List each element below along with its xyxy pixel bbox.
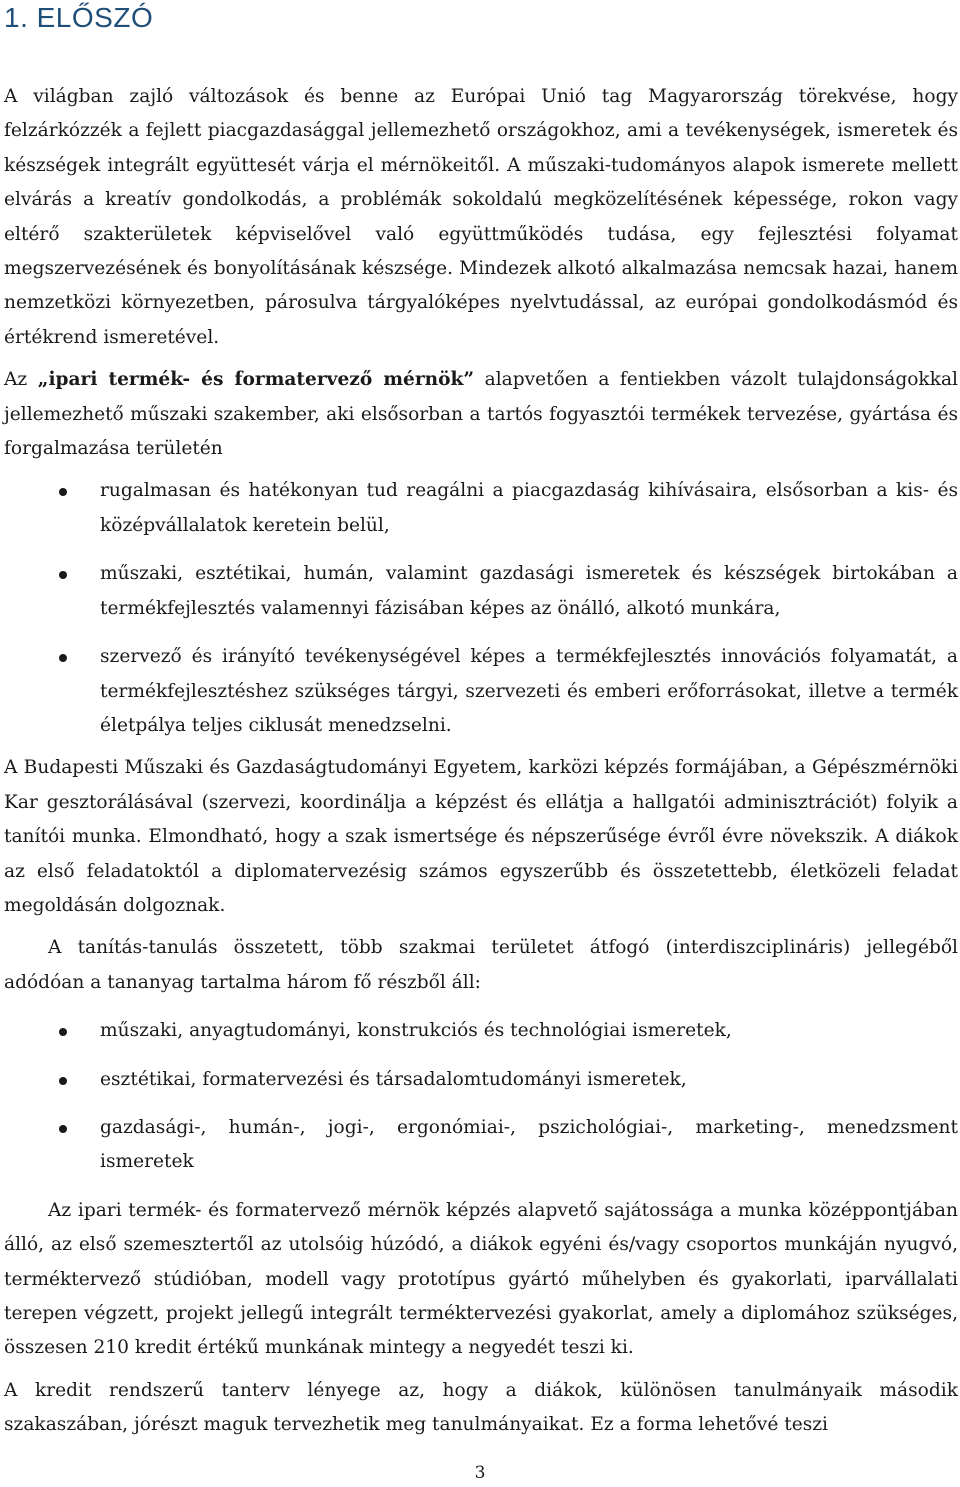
list-item	[4, 557, 958, 626]
bullet-icon	[59, 488, 67, 496]
list-item-text: műszaki, esztétikai, humán, valamint gazdasági ismeretek és készségek birtokában a termékfejlesztés valamennyi fázisában képes az önálló, alkotó munkára,	[100, 563, 958, 619]
engineer-title-highlight: „ipari termék- és formatervező mérnök”	[37, 369, 475, 391]
definition-prefix: Az	[4, 369, 38, 391]
curriculum-parts-list	[4, 1014, 958, 1180]
list-item-text: szervező és irányító tevékenységével képes a termékfejlesztés innovációs folyamatát, a termékfejlesztéshez szükséges tárgyi, szervezeti és emberi erőforrásokat, illetve a termék életpálya teljes ciklusát menedzselni.	[100, 646, 958, 736]
list-item-text: gazdasági-, humán-, jogi-, ergonómiai-, pszichológiai-, marketing-, menedzsment ismeretek	[100, 1116, 958, 1173]
list-item	[4, 640, 958, 743]
page-number: 3	[474, 1463, 486, 1483]
bullet-icon	[59, 1125, 67, 1133]
intro-paragraph: A világban zajló változások és benne az Európai Unió tag Magyarország törekvése, hogy felzárkózzék a fejlett piacgazdasággal jellemezhető országokhoz, ami a tevékenységek, ismeretek és készségek integrált együttesét várja el mérnökeitől. A műszaki-tudományos alapok ismerete mellett elvárás a kreatív gondolkodás, a problémák sokoldalú megközelítésének képessége, rokon vagy eltérő szakterületek képviselővel való együttműködés tudása, egy fejlesztési folyamat megszervezésének és bonyolításának készsége. Mindezek alkotó alkalmazása nemcsak hazai, hanem nemzetközi környezetben, párosulva tárgyalóképes nyelvtudással, az európai gondolkodásmód és értékrend ismeretével.	[4, 86, 958, 348]
bullet-icon	[59, 654, 67, 662]
engineer-definition-paragraph	[4, 363, 958, 466]
list-item-text: műszaki, anyagtudományi, konstrukciós és technológiai ismeretek,	[100, 1020, 732, 1042]
curriculum-paragraph: A tanítás-tanulás összetett, több szakmai területet átfogó (interdiszciplináris) jellegéből adódóan a tananyag tartalma három fő részből áll:	[4, 937, 958, 993]
capabilities-list	[4, 474, 958, 743]
definition-suffix: alapvetően a fentiekben vázolt tulajdonságokkal jellemezhető műszaki szakember, aki elsősorban a tartós fogyasztói termékek tervezése, gyártása és forgalmazása területén	[4, 369, 958, 460]
list-item	[4, 1063, 958, 1097]
list-item	[4, 474, 958, 543]
list-item	[4, 1014, 958, 1048]
bullet-icon	[59, 1077, 67, 1085]
chapter-heading: 1. ELŐSZÓ	[4, 2, 154, 33]
university-paragraph: A Budapesti Műszaki és Gazdaságtudományi Egyetem, karközi képzés formájában, a Gépészmérnöki Kar gesztorálásával (szervezi, koordinálja a képzést és ellátja a hallgatói adminisztrációt) folyik a tanítói munka. Elmondható, hogy a szak ismertsége és népszerűsége évről évre növekszik. A diákok az első feladatoktól a diplomatervezésig számos egyszerűbb és összetettebb, életközeli feladat megoldásán dolgoznak.	[4, 757, 958, 916]
bullet-icon	[59, 571, 67, 579]
credit-system-paragraph: A kredit rendszerű tanterv lényege az, hogy a diákok, különösen tanulmányaik második szakaszában, jórészt maguk tervezhetik meg tanulmányaikat. Ez a forma lehetővé teszi	[4, 1379, 958, 1436]
training-paragraph: Az ipari termék- és formatervező mérnök képzés alapvető sajátossága a munka középpontjában álló, az első szemesztertől az utolsóig húzódó, a diákok egyéni és/vagy csoportos munkáján nyugvó, terméktervező stúdióban, modell vagy prototípus gyártó műhelyben és gyakorlati, iparvállalati terepen végzett, projekt jellegű integrált terméktervezési gyakorlat, amely a diplomához szükséges, összesen 210 kredit értékű munkának mintegy a negyedét teszi ki.	[4, 1199, 958, 1359]
list-item-text: esztétikai, formatervezési és társadalomtudományi ismeretek,	[100, 1068, 687, 1090]
bullet-icon	[59, 1028, 67, 1036]
list-item-text: rugalmasan és hatékonyan tud reagálni a piacgazdaság kihívásaira, elsősorban a kis- és középvállalatok keretein belül,	[100, 480, 958, 536]
body-text	[4, 80, 958, 1443]
list-item	[4, 1111, 958, 1180]
